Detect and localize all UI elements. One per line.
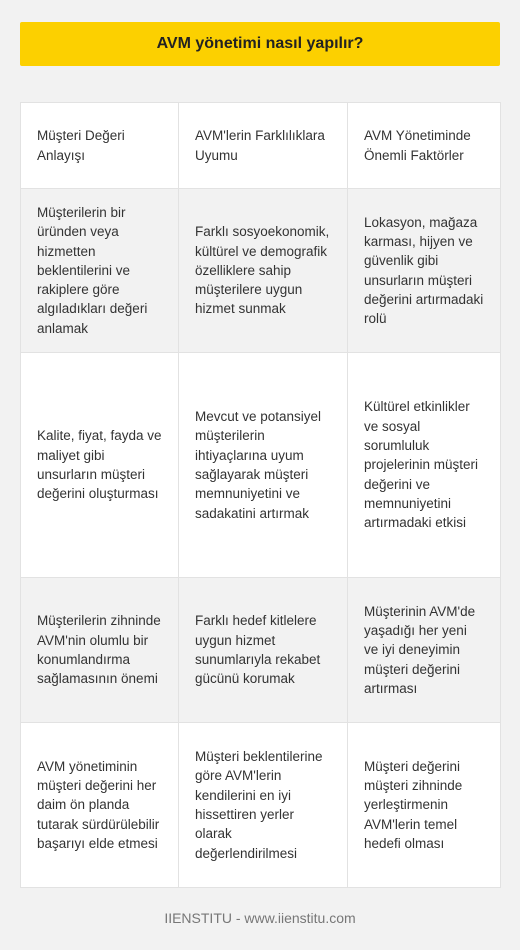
table-row	[21, 723, 501, 888]
footer-credit: IIENSTITU - www.iienstitu.com	[164, 910, 356, 926]
table-cell: AVM yönetiminin müşteri değerini her daim ön planda tutarak sürdürülebilir başarıyı elde etmesi	[21, 723, 179, 888]
table-cell: Müşteri beklentilerine göre AVM'lerin kendilerini en iyi hissettiren yerler olarak değerlendirilmesi	[179, 723, 348, 888]
comparison-table	[20, 102, 501, 888]
table-header-row	[21, 103, 501, 189]
table-cell: Mevcut ve potansiyel müşterilerin ihtiyaçlarına uyum sağlayarak müşteri memnuniyetini ve sadakatini artırmak	[179, 353, 348, 578]
table-cell: Müşterilerin bir üründen veya hizmetten beklentilerini ve rakiplere göre algıladıkları değeri anlamak	[21, 189, 179, 353]
table-cell: Müşterilerin zihninde AVM'nin olumlu bir konumlandırma sağlamasının önemi	[21, 578, 179, 723]
table-cell: Kültürel etkinlikler ve sosyal sorumluluk projelerinin müşteri değerini ve memnuniyetini artırmadaki etkisi	[348, 353, 501, 578]
table-cell: Farklı sosyoekonomik, kültürel ve demografik özelliklere sahip müşterilere uygun hizmet sunmak	[179, 189, 348, 353]
page-title: AVM yönetimi nasıl yapılır?	[156, 35, 364, 52]
table-cell: Müşterinin AVM'de yaşadığı her yeni ve iyi deneyimin müşteri değerini artırması	[348, 578, 501, 723]
table-row	[21, 353, 501, 578]
table-row	[21, 189, 501, 353]
table-cell: Müşteri değerini müşteri zihninde yerleştirmenin AVM'lerin temel hedefi olması	[348, 723, 501, 888]
table-cell: Kalite, fiyat, fayda ve maliyet gibi unsurların müşteri değerini oluşturması	[21, 353, 179, 578]
header-cell: AVM'lerin Farklılıklara Uyumu	[179, 103, 348, 189]
table-row	[21, 578, 501, 723]
table-cell: Lokasyon, mağaza karması, hijyen ve güvenlik gibi unsurların müşteri değerini artırmadaki rolü	[348, 189, 501, 353]
table-cell: Farklı hedef kitlelere uygun hizmet sunumlarıyla rekabet gücünü korumak	[179, 578, 348, 723]
title-banner	[20, 22, 500, 66]
header-cell: AVM Yönetiminde Önemli Faktörler	[348, 103, 501, 189]
header-cell: Müşteri Değeri Anlayışı	[21, 103, 179, 189]
